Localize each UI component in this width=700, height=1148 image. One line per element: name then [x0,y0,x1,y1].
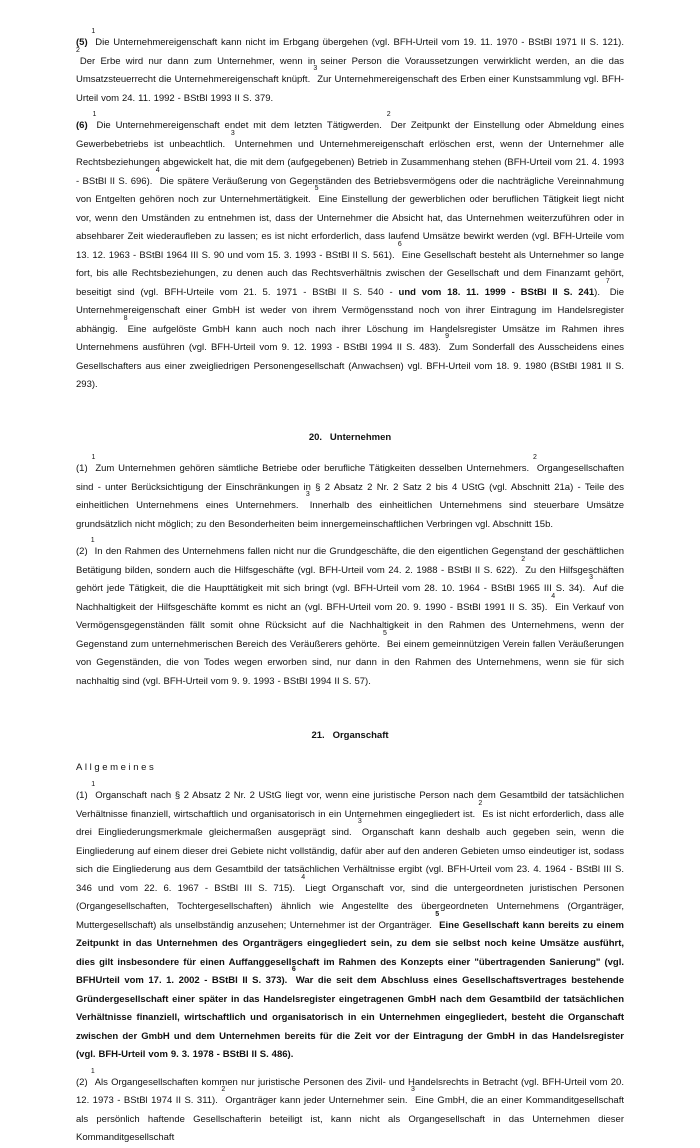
sentence: Innerhalb des einheitlichen Unternehmens sind steuerbare Umsätze grundsätzlich nicht möglich; zu den Besonderheiten beim innergemeinschaftlichen Verbringen vgl. Abschnitt 15b. [76,500,624,530]
section-heading-20: 20. Unternehmen [308,431,392,443]
sentence: Organgesellschaften sind - unter Berücksichtigung der Einschränkungen in § 2 Absatz 2 Nr. 2 Satz 2 bis 4 UStG (vgl. Abschnitt 21a) - Teile des einheitlichen Unternehmens eines Unternehmers. [76,463,624,511]
sentence: Der Zeitpunkt der Einstellung oder Abmeldung eines Gewerbebetriebs ist unbeachtlich. [76,120,624,150]
paragraph-number: (1) [76,463,88,474]
sentence: Eine GmbH, die an einer Kommanditgesellschaft als persönlich haftende Gesellschafterin beteiligt ist, kann nicht als Organgesellschaft in das Unternehmen dieser Kommanditgesellschaft [76,1095,624,1143]
sentence: In den Rahmen des Unternehmens fallen nicht nur die Grundgeschäfte, die den eigentlichen Gegenstand der geschäftlichen Betätigung bilden, sondern auch die Hilfsgeschäfte (vgl. BFH-Urteil vom 24. 2. 1988 - BStBl II S. 622). [76,546,624,576]
sentence-number: 4 [551,592,556,600]
sentence: Ein Verkauf von Vermögensgegenständen fällt somit ohne Rücksicht auf die Nachhaltigkeit in den Rahmen des Unternehmens, wenn der Gegenstand zum unternehmerischen Bereich des Veräußerers gehörte. [76,601,624,650]
paragraph-u1 [76,454,624,534]
sentence-number: 1 [90,1067,95,1075]
sentence-number: 3 [313,65,318,72]
sentence-number: 1 [91,28,96,35]
sentence: Die Unternehmereigenschaft endet mit dem letzten Tätigwerden. [96,120,382,131]
sentence: Zur Unternehmereigenschaft des Erben einer Kunstsammlung vgl. BFH-Urteil vom 24. 11. 1992 - BStBl 1993 II S. 379. [76,74,624,104]
sentence-number: 7 [605,277,610,285]
sentence-number: 2 [532,454,537,461]
section-heading-21: 21. Organschaft [311,730,389,741]
sentence: Die Unternehmereigenschaft einer GmbH ist weder von ihrem Vermögensstand noch von ihrer Eintragung im Handelsregister abhängig. [76,286,624,335]
sentence: Liegt Organschaft vor, sind die untergeordneten juristischen Personen (Organgesellschaften, Tochtergesellschaften) ähnlich wie Angestellte des übergeordneten Unternehmens (Organträger, Muttergesellschaft) als unselbständig anzusehen; Unternehmer ist der Organträger. [76,882,624,931]
sentence-number: 6 [397,240,402,248]
sentence: Organträger kann jeder Unternehmer sein. [225,1095,408,1106]
sentence: ). [594,286,600,298]
sentence-number: 4 [155,166,160,174]
sentence: Eine Einstellung der gewerblichen oder beruflichen Tätigkeit liegt nicht vor, wenn den Umständen zu entnehmen ist, dass der Unternehmer die Absicht hat, das Unternehmen weiterzuführen oder in absehbarer Zeit wiederaufleben zu lassen; es ist nicht erforderlich, dass laufend Umsätze bewirkt werden (vgl. BFH-Urteile vom 13. 12. 1963 - BStBl 1964 III S. 90 und vom 15. 3. 1993 - BStBl II S. 561). [76,194,624,261]
sentence-number: 5 [314,185,319,192]
paragraph-number: (5) [76,37,88,48]
sentence-number: 3 [411,1086,415,1093]
paragraph-number: (1) [76,790,88,801]
bold-amendment: und vom 18. 11. 1999 - BStBl II S. 241 [398,286,595,298]
subheading-allgemeines: Allgemeines [76,761,157,773]
sentence: Der Erbe wird nur dann zum Unternehmer, wenn in seiner Person die Voraussetzungen verwirklicht werden, an die das Umsatzsteuerrecht die Unternehmereigenschaft knüpft. [76,55,624,85]
paragraph-number: (2) [76,546,88,557]
sentence: Eine aufgelöste GmbH kann auch noch nach ihrer Löschung im Handelsregister Umsätze im Rahmen ihres Unternehmens ausführen (vgl. BFH-Urteil vom 9. 12. 1993 - BStBl 1994 II S. 483). [76,323,624,353]
sentence-number: 2 [521,555,526,563]
sentence-number: 2 [386,111,391,118]
sentence-number: 2 [221,1086,226,1093]
sentence: Eine Gesellschaft besteht als Unternehmer so lange fort, bis alle Rechtsbeziehungen, zu denen auch das Rechtsverhältnis zwischen der Gesellschaft und dem Finanzamt gehört, beseitigt sind (vgl. BFH-Urteile vom 21. 5. 1971 - BStBl II S. 540 - [76,249,624,298]
sentence: Zu den Hilfsgeschäften gehört jede Tätigkeit, die die Haupttätigkeit mit sich bringt (vgl. BFH-Urteil vom 28. 10. 1964 - BStBl 1965 III S. 34). [76,564,624,594]
sentence-number: 3 [589,574,594,581]
paragraph-number: (2) [76,1076,88,1088]
sentence-number: 8 [123,314,128,322]
sentence-number: 6 [291,966,296,973]
sentence: Bei einem gemeinnützigen Verein fallen Veräußerungen von Gegenständen, die von Todes wegen erworben sind, nur dann in den Rahmen des Unternehmens, wenn sie für sich nachhaltig sind (vgl. BFH-Urteil vom 9. 9. 1993 - BStBl 1994 II S. 57). [76,638,624,687]
sentence: Die Unternehmereigenschaft kann nicht im Erbgang übergehen (vgl. BFH-Urteil vom 19. 11. 1970 - BStBl 1971 II S. 121). [95,37,624,48]
paragraph-5 [76,28,624,108]
sentence-number: 3 [357,818,362,825]
sentence: Zum Unternehmen gehören sämtliche Betriebe oder berufliche Tätigkeiten desselben Unternehmers. [95,463,530,474]
sentence-number: 1 [92,111,97,118]
bold-amendment: War die seit dem Abschluss eines Gesellschaftsvertrages bestehende Gründergesellschaft einer später in das Handelsregister eingetragenen GmbH nach dem Gesamtbild der tatsächlichen Verhältnisse finanziell, wirtschaftlich und organisatorisch in ein Unternehmen eingegliedert, besteht die Organschaft zwischen der GmbH und dem Unternehmen bereits für die Zeit vor der Eintragung der GmbH in das Handelsregister (vgl. BFH-Urteil vom 9. 3. 1978 - BStBl II S. 486). [76,975,624,1060]
paragraph-number: (6) [76,120,88,131]
paragraph-6 [76,111,624,395]
sentence-number: 5 [435,910,440,918]
sentence: Als Organgesellschaften kommen nur juristische Personen des Zivil- und Handelsrechts in Betracht (vgl. BFH-Urteil vom 20. 12. 1973 - BStBl 1974 II S. 311). [76,1076,624,1106]
sentence-number: 1 [90,537,95,544]
sentence-number: 2 [76,46,80,54]
sentence: Organschaft kann deshalb auch gegeben sein, wenn die Eingliederung auf einem dieser drei Gebiete nicht vollständig, dafür aber auf den anderen Gebieten umso eindeutiger ist, sodass sich die Eingliederung aus dem Gesamtbild der tatsächlichen Verhältnisse ergibt (vgl. BFH-Urteil vom 23. 4. 1964 - BStBl III S. 346 und vom 22. 6. 1967 - BStBl III S. 715). [76,827,624,894]
sentence-number: 3 [305,491,310,498]
sentence-number: 9 [445,333,449,340]
paragraph-o1 [76,781,625,1065]
sentence-number: 3 [230,129,235,137]
sentence-number: 1 [91,454,96,461]
sentence: Zum Sonderfall des Ausscheidens eines Gesellschafters aus einer zweigliedrigen Personengesellschaft (Anwachsen) vgl. BFH-Urteil vom 18. 9. 1980 (BStBl 1981 II S. 293). [76,342,624,390]
paragraph-u2 [76,537,624,691]
sentence: Es ist nicht erforderlich, dass alle drei Eingliederungsmerkmale gleichermaßen ausgeprägt sind. [76,808,624,838]
bold-amendment: Eine Gesellschaft kann bereits zu einem Zeitpunkt in das Unternehmen des Organträgers eingegliedert sein, zu dem sie selbst noch keine Umsätze ausführt, dies gilt insbesondere für einen Auffanggesellschaft im Rahmen des Konzepts einer "übertragenden Sanierung" (vgl. BFHUrteil vom 17. 1. 2002 - BStBl II S. 373). [76,919,625,986]
paragraph-o2 [76,1067,624,1148]
sentence: Organschaft nach § 2 Absatz 2 Nr. 2 UStG liegt vor, wenn eine juristische Person nach dem Gesamtbild der tatsächlichen Verhältnisse finanziell, wirtschaftlich und organisatorisch in ein Unternehmen eingegliedert ist. [76,790,624,820]
sentence-number: 4 [301,873,306,881]
sentence: Die spätere Veräußerung von Gegenständen des Betriebsvermögens oder die nachträgliche Vereinnahmung von Entgelten gehören noch zur Unternehmertätigkeit. [76,175,624,205]
sentence: Auf die Nachhaltigkeit der Hilfsgeschäfte kommt es nicht an (vgl. BFH-Urteil vom 20. 9. 1990 - BStBl 1991 II S. 35). [76,583,624,613]
sentence: Unternehmen und Unternehmereigenschaft erlöschen erst, wenn der Unternehmer alle Rechtsbeziehungen abgewickelt hat, die mit dem (aufgegebenen) Betrieb in Zusammenhang stehen (BFH-Urteil vom 21. 4. 1993 - BStBl II S. 696). [76,138,624,187]
sentence-number: 5 [383,629,387,637]
sentence-number: 1 [91,781,96,788]
sentence-number: 2 [478,799,483,807]
